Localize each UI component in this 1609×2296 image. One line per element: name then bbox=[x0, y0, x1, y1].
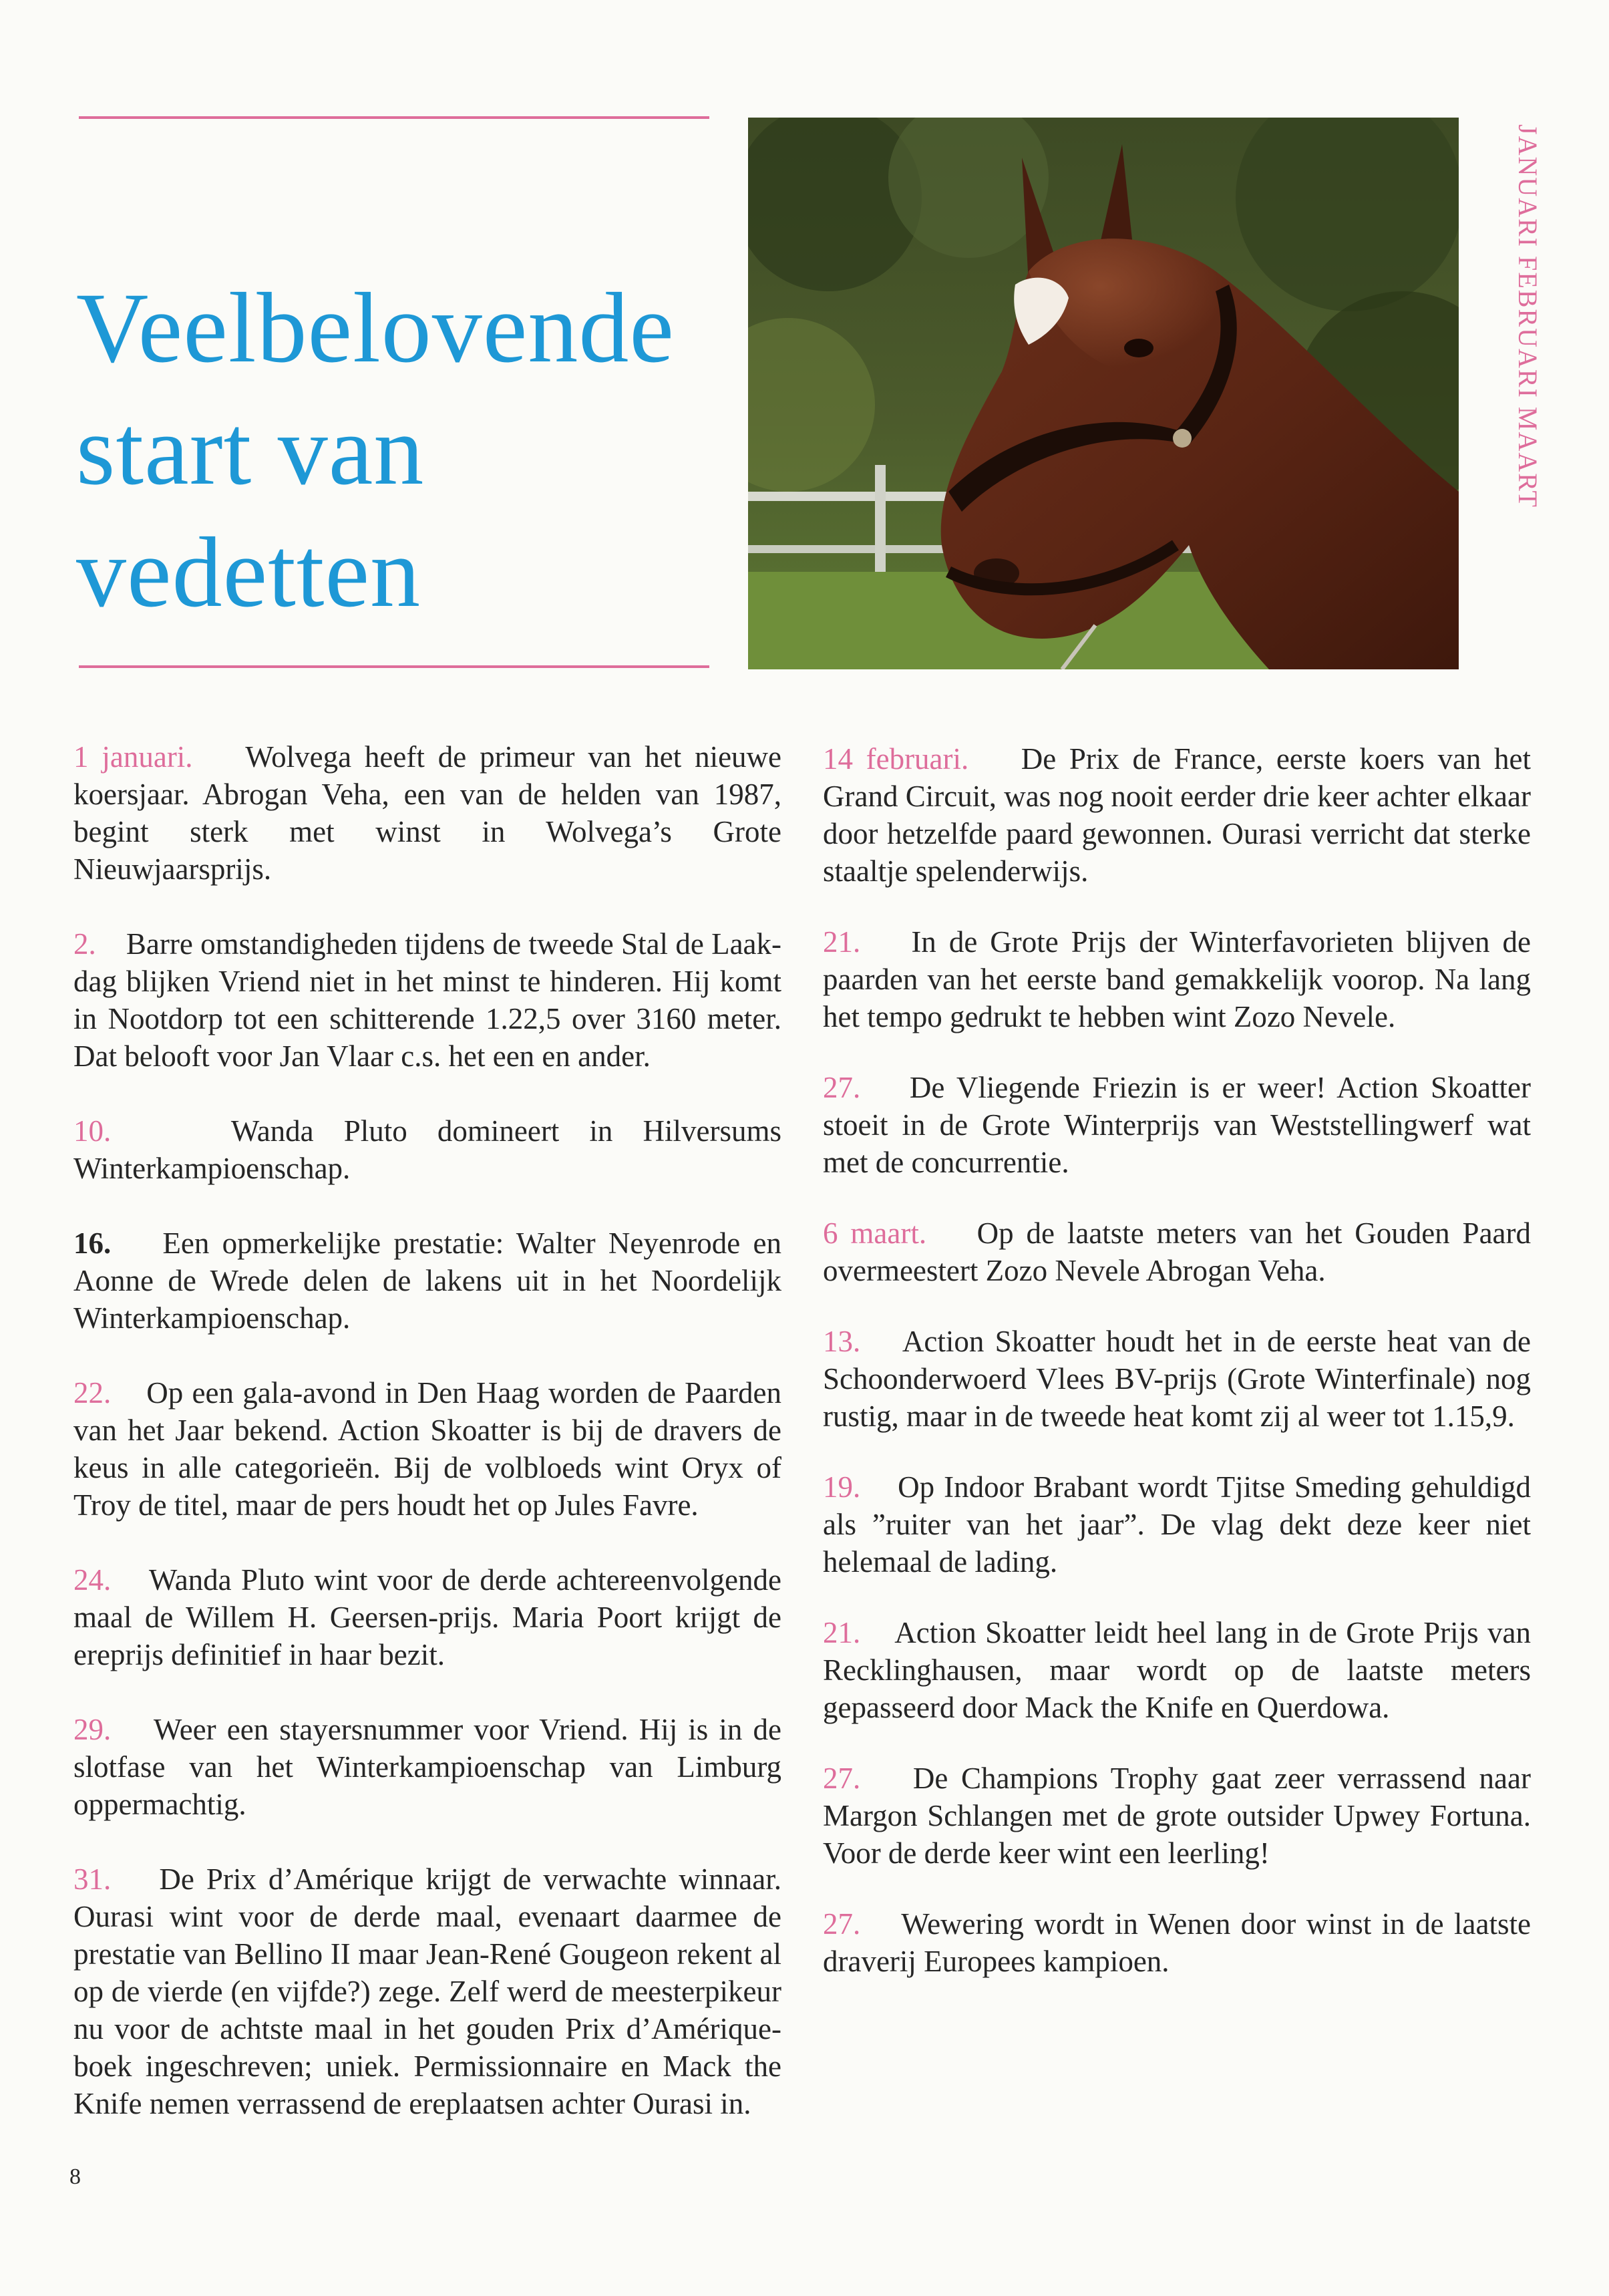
news-entry bbox=[823, 1323, 1531, 1435]
news-entry bbox=[823, 1614, 1531, 1726]
title-line-2: start van bbox=[76, 395, 425, 506]
news-entry bbox=[73, 1860, 781, 2122]
entry-text: De Champions Trophy gaat zeer verrassend naar Margon Schlangen met de grote outsider Upwey Fortuna. Voor de derde keer wint een leerling! bbox=[823, 1762, 1531, 1870]
page-number: 8 bbox=[69, 2164, 81, 2189]
right-column bbox=[823, 740, 1531, 2013]
news-entry bbox=[823, 1760, 1531, 1872]
entry-date: 2. bbox=[73, 927, 96, 961]
entry-date: 22. bbox=[73, 1376, 112, 1410]
entry-date: 27. bbox=[823, 1762, 861, 1795]
entry-text: Wolvega heeft de primeur van het nieuwe koersjaar. Abrogan Veha, een van de helden van 1987, begint sterk met winst in Wolvega’s Grote Nieuwjaarsprijs. bbox=[73, 740, 782, 886]
entry-date: 27. bbox=[823, 1071, 861, 1104]
entry-date: 1 januari. bbox=[73, 740, 193, 774]
entry-date: 6 maart. bbox=[823, 1216, 927, 1250]
entry-text: Weer een stayersnummer voor Vriend. Hij is in de slotfase van het Winterkampioenschap van Limburg oppermachtig. bbox=[73, 1713, 781, 1821]
news-entry bbox=[823, 740, 1531, 890]
news-entry bbox=[823, 1468, 1531, 1581]
news-entry bbox=[73, 738, 781, 888]
bottom-divider bbox=[79, 665, 709, 668]
entry-text: Op de laatste meters van het Gouden Paard overmeestert Zozo Nevele Abrogan Veha. bbox=[823, 1216, 1532, 1287]
entry-date: 16. bbox=[73, 1226, 112, 1260]
news-entry bbox=[73, 1711, 781, 1823]
title-line-3: vedetten bbox=[76, 517, 421, 628]
left-column bbox=[73, 738, 781, 2160]
news-entry bbox=[73, 1224, 781, 1337]
news-entry bbox=[823, 1214, 1531, 1289]
entry-date: 14 februari. bbox=[823, 742, 969, 776]
entry-date: 19. bbox=[823, 1470, 861, 1504]
entry-date: 29. bbox=[73, 1713, 112, 1746]
entry-date: 21. bbox=[823, 1616, 861, 1649]
months-side-label: JANUARI FEBRUARI MAART bbox=[1513, 124, 1543, 508]
entry-text: Action Skoatter houdt het in de eerste heat van de Schoonderwoerd Vlees BV-prijs (Grote Winterfinale) nog rustig, maar in de tweede heat komt zij al weer tot 1.15,9. bbox=[823, 1325, 1531, 1433]
news-entry bbox=[823, 1069, 1531, 1181]
entry-date: 21. bbox=[823, 925, 861, 959]
entry-date: 24. bbox=[73, 1563, 112, 1597]
horse-head-photo bbox=[748, 118, 1459, 669]
entry-text: De Vliegende Friezin is er weer! Action Skoatter stoeit in de Grote Winterprijs van Weststellingwerf wat met de concurrentie. bbox=[823, 1071, 1532, 1179]
entry-date: 27. bbox=[823, 1907, 861, 1941]
entry-text: De Prix de France, eerste koers van het Grand Circuit, was nog nooit eerder drie keer achter elkaar door hetzelfde paard gewonnen. Ourasi verricht dat sterke staaltje spelenderwijs. bbox=[823, 742, 1532, 888]
news-entry bbox=[73, 1374, 781, 1524]
news-entry bbox=[823, 923, 1531, 1035]
entry-text: Op Indoor Brabant wordt Tjitse Smeding gehuldigd als ”ruiter van het jaar”. De vlag dekt deze keer niet helemaal de lading. bbox=[823, 1470, 1531, 1579]
entry-text: Barre omstandigheden tijdens de tweede Stal de Laak-dag blijken Vriend niet in het minst te hinderen. Hij komt in Nootdorp tot een schitterende 1.22,5 over 3160 meter. Dat belooft voor Jan Vlaar c.s. het een en ander. bbox=[73, 927, 781, 1073]
entry-date: 10. bbox=[73, 1114, 112, 1148]
title-line-1: Veelbelovende bbox=[76, 273, 675, 383]
news-entry bbox=[73, 1561, 781, 1673]
top-divider bbox=[79, 116, 709, 119]
entry-text: Wewering wordt in Wenen door winst in de laatste draverij Europees kampioen. bbox=[823, 1907, 1531, 1978]
entry-date: 31. bbox=[73, 1862, 112, 1896]
news-entry bbox=[73, 925, 781, 1075]
entry-text: De Prix d’Amérique krijgt de verwachte winnaar. Ourasi wint voor de derde maal, evenaart daarmee de prestatie van Bellino II maar Jean-René Gougeon rekent al op de vierde (en vijfde?) zege. Zelf werd de meesterpikeur nu voor de achtste maal in het gouden Prix d’Amérique-boek ingeschreven; uniek. Permissionnaire en Mack the Knife nemen verrassend de ereplaatsen achter Ourasi in. bbox=[73, 1862, 782, 2120]
entry-text: In de Grote Prijs der Winterfavorieten blijven de paarden van het eerste band gemakkelijk voorop. Na lang het tempo gedrukt te hebben wint Zozo Nevele. bbox=[823, 925, 1531, 1033]
entry-text: Een opmerkelijke prestatie: Walter Neyenrode en Aonne de Wrede delen de lakens uit in het Noordelijk Winterkampioenschap. bbox=[73, 1226, 782, 1335]
entry-text: Wanda Pluto domineert in Hilversums Winterkampioenschap. bbox=[73, 1114, 781, 1185]
news-entry bbox=[823, 1905, 1531, 1980]
entry-date: 13. bbox=[823, 1325, 861, 1358]
entry-text: Wanda Pluto wint voor de derde achtereenvolgende maal de Willem H. Geersen-prijs. Maria Poort krijgt de ereprijs definitief in haar bezit. bbox=[73, 1563, 781, 1671]
news-entry bbox=[73, 1112, 781, 1187]
entry-text: Action Skoatter leidt heel lang in de Grote Prijs van Recklinghausen, maar wordt op de laatste meters gepasseerd door Mack the Knife en Querdowa. bbox=[823, 1616, 1531, 1724]
article-title bbox=[76, 267, 717, 634]
entry-text: Op een gala-avond in Den Haag worden de Paarden van het Jaar bekend. Action Skoatter is bij de dravers de keus in alle categorieën. Bij de volbloeds wint Oryx of Troy de titel, maar de pers houdt het op Jules Favre. bbox=[73, 1376, 781, 1522]
